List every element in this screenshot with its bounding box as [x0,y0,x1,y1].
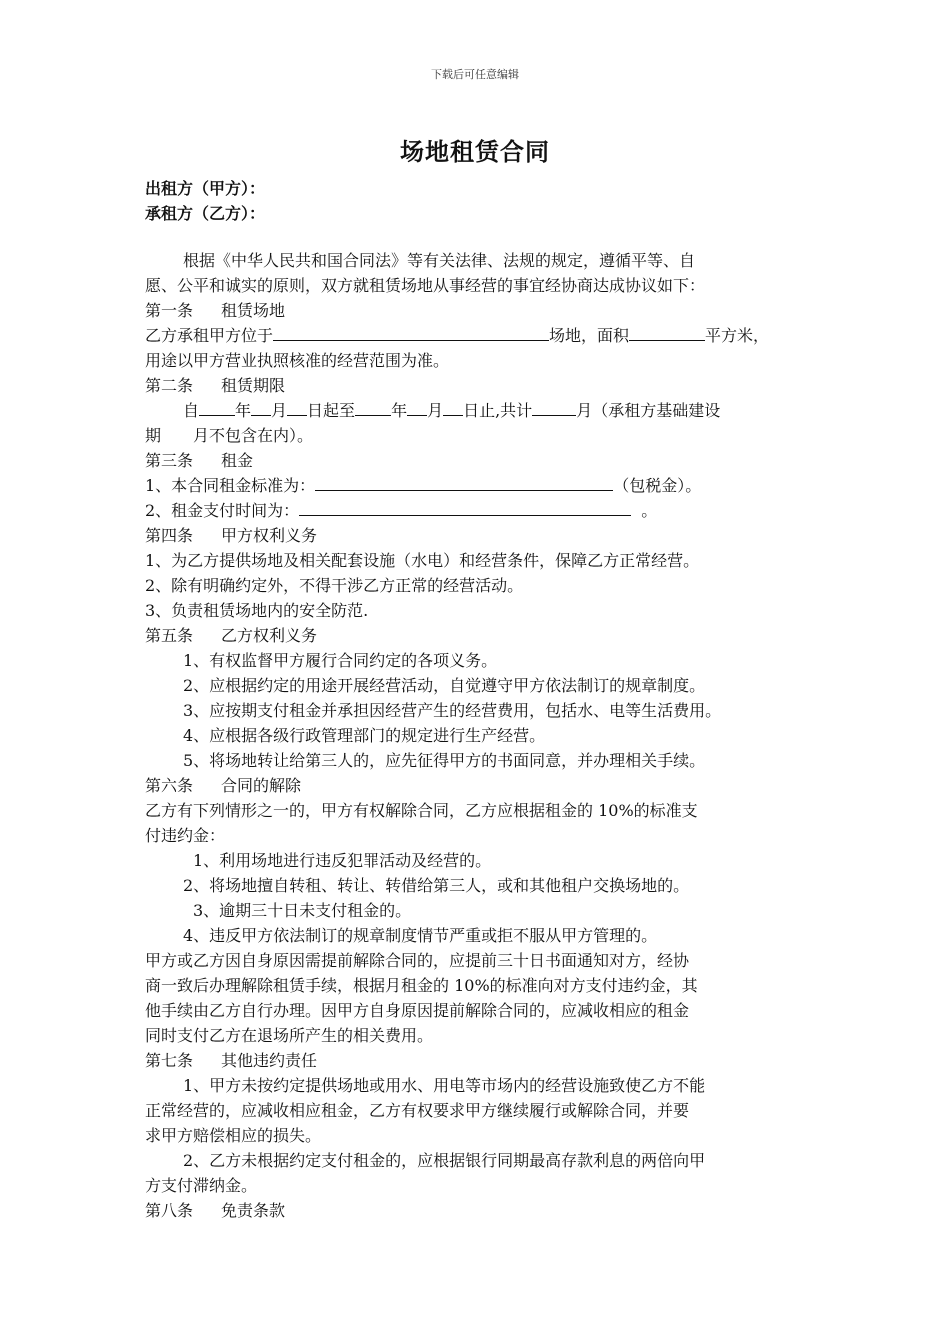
blank-day[interactable] [443,399,463,416]
article-heading [145,373,825,398]
clause-text: 乙方承租甲方位于 [145,326,274,345]
clause-item: 1、为乙方提供场地及相关配套设施（水电）和经营条件，保障乙方正常经营。 [145,551,700,570]
clause-line [145,323,825,348]
lessor-label: 出租方（甲方）： [145,179,266,198]
lessee-label: 承租方（乙方）： [145,204,266,223]
clause-text: 自 [183,401,200,420]
blank-month[interactable] [407,399,427,416]
article-title: 租赁期限 [221,376,286,395]
clause-text: 。 [641,501,658,520]
article-heading [145,1048,825,1073]
clause-item: 2、除有明确约定外，不得干涉乙方正常的经营活动。 [145,576,524,595]
clause-line: 同时支付乙方在退场所产生的相关费用。 [145,1026,434,1045]
article-number: 第五条 [145,626,194,645]
article-title: 租赁场地 [221,301,286,320]
article-number: 第二条 [145,376,194,395]
clause-item: 2、应根据约定的用途开展经营活动，自觉遵守甲方依法制订的规章制度。 [183,676,706,695]
article-title: 合同的解除 [221,776,302,795]
blank-year[interactable] [199,399,235,416]
article-heading [145,298,825,323]
article-number: 第六条 [145,776,194,795]
article-title: 乙方权利义务 [221,626,318,645]
clause-line: 方支付滞纳金。 [145,1176,258,1195]
clause-text: 月（承租方基础建设 [576,401,721,420]
clause-line: 乙方有下列情形之一的，甲方有权解除合同，乙方应根据租金的 10%的标准支 [145,801,698,820]
clause-text: 月 [427,401,444,420]
article-heading [145,448,825,473]
article-number: 第一条 [145,301,194,320]
clause-item: 4、违反甲方依法制订的规章制度情节严重或拒不服从甲方管理的。 [183,926,658,945]
clause-line: 1、甲方未按约定提供场地或用水、用电等市场内的经营设施致使乙方不能 [183,1076,706,1095]
clause-item: 3、逾期三十日未支付租金的。 [193,901,412,920]
blank-rent-standard[interactable] [315,474,613,491]
clause-line [145,498,825,523]
blank-year[interactable] [355,399,391,416]
blank-area[interactable] [629,324,705,341]
clause-line: 用途以甲方营业执照核准的经营范围为准。 [145,351,450,370]
article-heading [145,1198,825,1223]
clause-line: 商一致后办理解除租赁手续，根据月租金的 10%的标准向对方支付违约金，其 [145,976,698,995]
document-title: 场地租赁合同 [400,137,550,166]
header-note: 下载后可任意编辑 [431,68,519,81]
clause-line [145,473,825,498]
clause-item: 1、利用场地进行违反犯罪活动及经营的。 [193,851,492,870]
parties-block [145,176,265,226]
article-number: 第三条 [145,451,194,470]
article-number: 第七条 [145,1051,194,1070]
blank-location[interactable] [273,324,549,341]
blank-day[interactable] [287,399,307,416]
clause-text: 场地，面积 [549,326,630,345]
clause-text: 日起至 [307,401,356,420]
clause-text: 年 [391,401,408,420]
article-title: 免责条款 [221,1201,286,1220]
clause-line: 他手续由乙方自行办理。因甲方自身原因提前解除合同的，应减收相应的租金 [145,1001,690,1020]
clause-item: 3、负责租赁场地内的安全防范. [145,601,369,620]
clause-text: 平方米， [705,326,770,345]
clause-item: 4、应根据各级行政管理部门的规定进行生产经营。 [183,726,546,745]
clause-text: 年 [235,401,252,420]
article-number: 第八条 [145,1201,194,1220]
article-heading [145,773,825,798]
blank-months[interactable] [532,399,576,416]
clause-line: 2、乙方未根据约定支付租金的，应根据银行同期最高存款利息的两倍向甲 [183,1151,706,1170]
article-title: 其他违约责任 [221,1051,318,1070]
clause-text: 月 [271,401,288,420]
clause-item: 3、应按期支付租金并承担因经营产生的经营费用，包括水、电等生活费用。 [183,701,722,720]
clause-line: 付违约金： [145,826,226,845]
clause-line: 求甲方赔偿相应的损失。 [145,1126,322,1145]
clause-item: 5、将场地转让给第三人的，应先征得甲方的书面同意，并办理相关手续。 [183,751,706,770]
article-heading [145,623,825,648]
clause-text: 日止,共计 [463,401,533,420]
clause-line: 正常经营的，应减收相应租金，乙方有权要求甲方继续履行或解除合同，并要 [145,1101,690,1120]
clause-text: （包税金）。 [613,476,702,495]
article-title: 租金 [221,451,254,470]
article-number: 第四条 [145,526,194,545]
intro-line: 愿、公平和诚实的原则，双方就租赁场地从事经营的事宜经协商达成协议如下： [145,276,706,295]
clause-item: 1、有权监督甲方履行合同约定的各项义务。 [183,651,498,670]
article-title: 甲方权利义务 [221,526,318,545]
blank-payment-time[interactable] [299,499,631,516]
clause-text: 2、租金支付时间为： [145,501,300,520]
clause-text: 1、本合同租金标准为： [145,476,316,495]
clause-line: 甲方或乙方因自身原因需提前解除合同的，应提前三十日书面通知对方，经协 [145,951,690,970]
clause-item: 2、将场地擅自转租、转让、转借给第三人，或和其他租户交换场地的。 [183,876,690,895]
blank-month[interactable] [251,399,271,416]
contract-body [145,248,825,1223]
intro-line: 根据《中华人民共和国合同法》等有关法律、法规的规定，遵循平等、自 [183,251,696,270]
article-heading [145,523,825,548]
clause-line [145,398,825,423]
clause-line: 期 月不包含在内）。 [145,426,314,445]
